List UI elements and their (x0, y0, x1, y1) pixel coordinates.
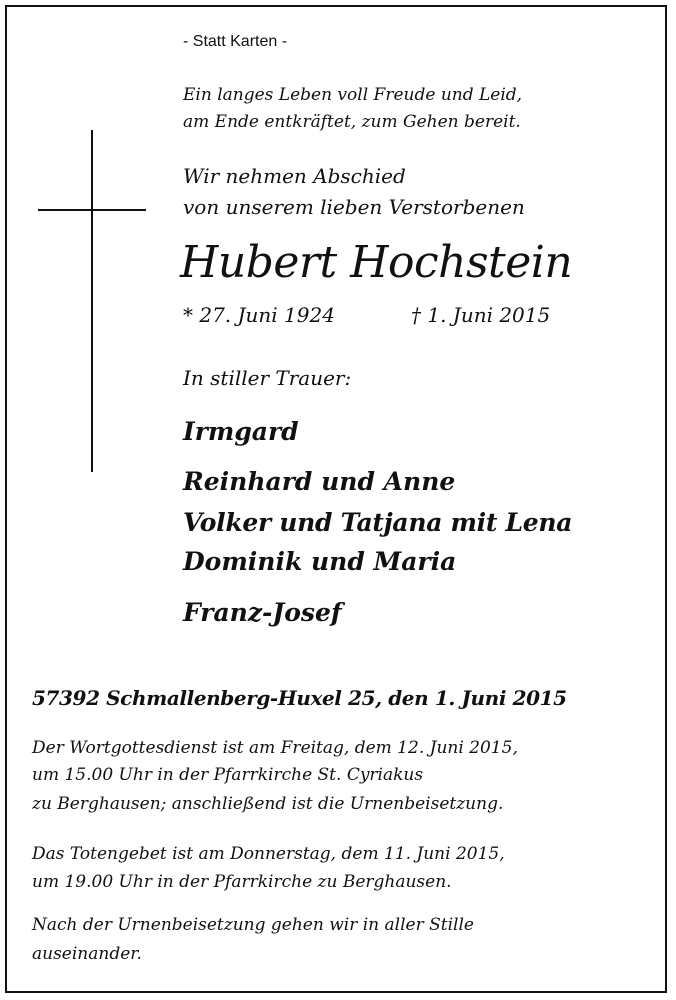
header-note: - Statt Karten - (183, 33, 288, 50)
cross-vertical-bar (91, 130, 93, 472)
prayer-line-1: Das Totengebet ist am Donnerstag, dem 11. Juni 2015, (32, 844, 505, 864)
service-line-1: Der Wortgottesdienst ist am Freitag, dem 12. Juni 2015, (32, 738, 518, 758)
service-line-3: zu Berghausen; anschließend ist die Urnenbeisetzung. (32, 794, 504, 814)
mourner-4: Dominik und Maria (183, 547, 457, 576)
mourning-label: In stiller Trauer: (183, 366, 352, 390)
place-date: 57392 Schmallenberg-Huxel 25, den 1. Juni 2015 (32, 686, 567, 710)
poem-line-2: am Ende entkräftet, zum Gehen bereit. (183, 112, 521, 132)
service-line-2: um 15.00 Uhr in der Pfarrkirche St. Cyriakus (32, 765, 424, 785)
mourner-1: Irmgard (183, 417, 299, 446)
cross-horizontal-bar (38, 209, 146, 211)
death-date: † 1. Juni 2015 (411, 303, 551, 327)
prayer-line-2: um 19.00 Uhr in der Pfarrkirche zu Berghausen. (32, 872, 452, 892)
closing-line-1: Nach der Urnenbeisetzung gehen wir in aller Stille (32, 915, 474, 935)
mourner-5: Franz-Josef (183, 598, 342, 627)
mourner-3: Volker und Tatjana mit Lena (183, 508, 573, 537)
intro-line-2: von unserem lieben Verstorbenen (183, 195, 525, 219)
birth-date: * 27. Juni 1924 (183, 303, 335, 327)
mourner-2: Reinhard und Anne (183, 467, 456, 496)
poem-line-1: Ein langes Leben voll Freude und Leid, (183, 85, 523, 105)
deceased-name: Hubert Hochstein (180, 237, 573, 288)
intro-line-1: Wir nehmen Abschied (183, 164, 406, 188)
closing-line-2: auseinander. (32, 944, 142, 964)
